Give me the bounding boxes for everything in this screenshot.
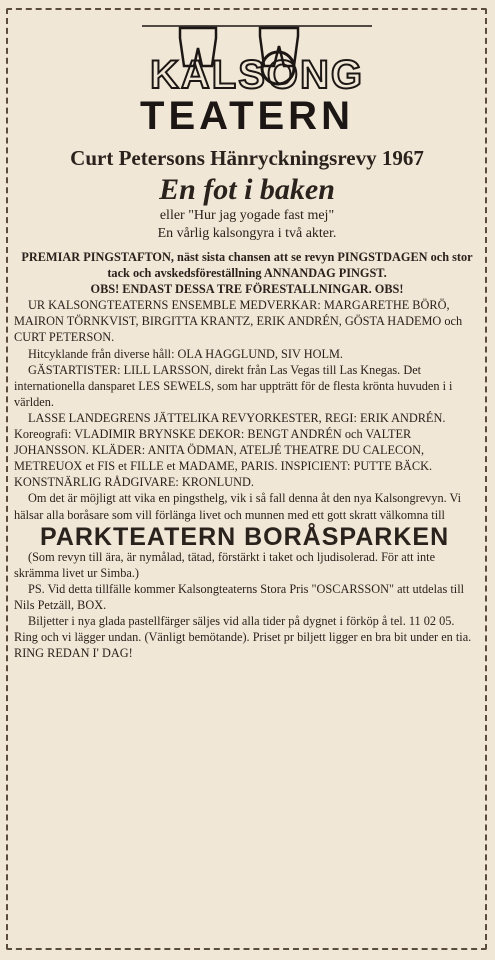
kalsong-teatern-logo [14, 12, 480, 140]
ad-content [14, 12, 480, 661]
logo-sub-text: TEATERN [140, 94, 354, 138]
logo-top-text: KALSONG [150, 53, 364, 94]
ensemble-text: UR KALSONGTEATERNS ENSEMBLE MEDVERKAR: MARGARETHE BÖRÖ, MAIRON TÖRNKVIST, BIRGITTA KRANTZ, ERIK ANDRÉN, GÖSTA HADEMO och CURT PETERSON. [14, 298, 463, 345]
hitcyklande-text: Hitcyklande från diverse håll: OLA HAGGLUND, SIV HOLM. [28, 346, 343, 361]
notice-text: OBS! ENDAST DESSA TRE FÖRESTALLNINGAR. OBS! [90, 282, 404, 297]
tickets-text: Biljetter i nya glada pastellfärger säljes vid alla tider på dygnet i förköp å tel. 11 02 05. Ring och vi lägger undan. (Vänligt bemötande). Priset pr biljett ligger en bra bit under en tia. RING REDAN I' DAG! [14, 614, 472, 661]
venue-note: (Som revyn till ära, är nymålad, tätad, förstärkt i taket och ljudisolerad. För att inte skrämma livet ur Simba.) [14, 549, 436, 580]
ad-body [14, 249, 480, 661]
tagline: En vårlig kalsongyra i två akter. [157, 226, 337, 241]
revue-title: En fot i baken [159, 173, 335, 206]
ps-text: PS. Vid detta tillfälle kommer Kalsongteaterns Stora Pris "OSCARSSON" att utdelas till Nils Petzäll, BOX. [14, 581, 465, 612]
credits-text: LASSE LANDEGRENS JÄTTELIKA REVYORKESTER, REGI: ERIK ANDRÉN. Koreografi: VLADIMIR BRYNSKE DEKOR: BENGT ANDRÉN och VALTER JOHANSSON. KLÄDER: ANITA ÖDMAN, ATELJÉ THEATRE DU CALECON, METREUOX et FIS et FILLE et MADAME, PARIS. INSPICIENT: PUTTE BÄCK. KONSTNÄRLIG RÅDGIVARE: KRONLUND. [14, 410, 446, 490]
premiere-text: PREMIAR PINGSTAFTON, näst sista chansen att se revyn PINGSTDAGEN och stor tack och avskedsföreställning ANNANDAG PINGST. [21, 250, 473, 281]
revue-subtitle: Curt Petersons Hänryckningsrevy 1967 [70, 146, 424, 170]
kalsong-logo-graphic [132, 24, 382, 94]
invite-text: Om det är möjligt att vika en pingsthelg, vik i så fall denna åt den nya Kalsongrevyn. Vi hälsar alla boråsare som vill förlänga livet och munnen med ett gott skratt välkomna till [14, 491, 462, 522]
guests-text: GÄSTARTISTER: LILL LARSSON, direkt från Las Vegas till Las Knegas. Det internationella dansparet LES SEWELS, som har uppträtt för de flesta krönta huvuden i i världen. [14, 362, 453, 409]
alt-title: eller "Hur jag yogade fast mej" [159, 208, 335, 223]
venue-heading: PARKTEATERN BORÅSPARKEN [40, 522, 450, 551]
